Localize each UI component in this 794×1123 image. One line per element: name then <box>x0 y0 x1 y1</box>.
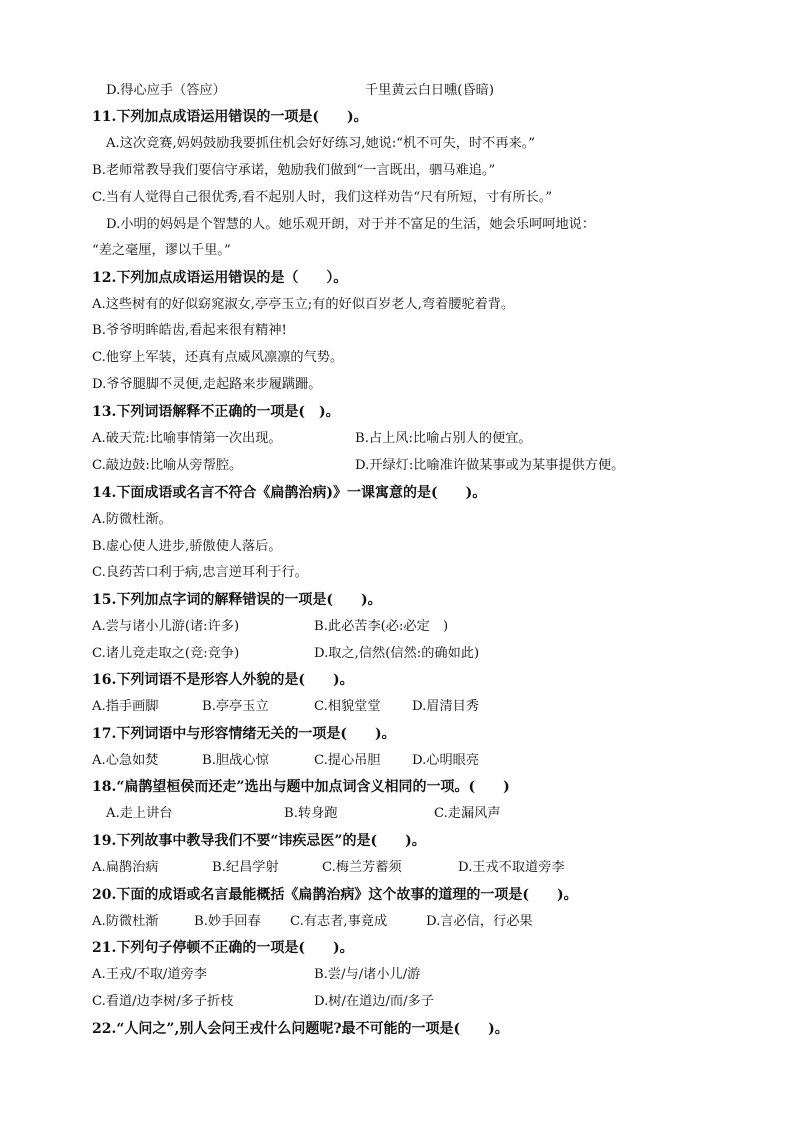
q21-stem: 21.下列句子停顿不正确的一项是( )。 <box>92 940 354 956</box>
q14-option-a: A.防微杜渐。 <box>92 512 172 527</box>
q15-option-a: A.尝与诸小儿游(诸:许多) <box>92 619 240 634</box>
q19-option-a: A.扁鹊治病 <box>92 860 159 875</box>
q19-option-b: B.纪昌学射 <box>212 860 279 875</box>
q21-option-b: B.尝/与/诸小儿/游 <box>314 967 421 982</box>
q14-stem: 14.下面成语或名言不符合《扁鹊治病)》一课寓意的是( )。 <box>92 485 487 501</box>
q11-option-a: A.这次竞赛,妈妈鼓励我要抓住机会好好练习,她说:“机不可失，时不再来。” <box>106 136 536 151</box>
q20-option-a: A.防微杜渐 <box>92 914 159 929</box>
q20-option-d: D.言必信，行必果 <box>426 914 533 929</box>
q11-option-c: C.当有人觉得自己很优秀,看不起别人时，我们这样劝告“尺有所短，寸有所长。” <box>92 190 553 205</box>
q22-stem: 22.“人问之”,别人会问王戎什么问题呢?最不可能的一项是( )。 <box>92 1021 509 1037</box>
q14-option-c: C.良药苦口利于病,忠言逆耳利于行。 <box>92 565 308 580</box>
q16-option-d: D.眉清目秀 <box>412 699 480 714</box>
q18-stem: 18.“扁鹊望桓侯而还走”选出与题中加点词含义相同的一项。( ) <box>92 779 510 795</box>
q11-option-d-cont: “差之毫厘，谬以千里。” <box>92 243 231 258</box>
q12-option-b: B.爷爷明眸皓齿,看起来很有精神! <box>92 323 287 338</box>
q12-stem: 12.下列加点成语运用错误的是（ ）。 <box>92 270 348 286</box>
q16-option-c: C.相貌堂堂 <box>314 699 381 714</box>
q13-option-c: C.敲边鼓:比喻从旁帮腔。 <box>92 458 243 473</box>
q19-option-d: D.王戎不取道旁李 <box>458 860 565 875</box>
q17-stem: 17.下列词语中与形容情绪无关的一项是( )。 <box>92 726 396 742</box>
q11-stem: 11.下列加点成语运用错误的一项是( )。 <box>92 109 368 125</box>
q11-option-b: B.老师常教导我们要信守承诺，勉励我们做到“一言既出，驷马难追。” <box>92 163 496 178</box>
q18-option-b: B.转身跑 <box>284 806 338 821</box>
q16-option-a: A.指手画脚 <box>92 699 159 714</box>
q10-option-d-right: 千里黄云白日曛(昏暗) <box>365 83 494 98</box>
q21-option-c: C.看道/边李树/多子折枝 <box>92 994 234 1009</box>
q12-option-c: C.他穿上军装，还真有点威风凛凛的气势。 <box>92 350 344 365</box>
q17-option-a: A.心急如焚 <box>92 753 159 768</box>
q12-option-a: A.这些树有的好似窈窕淑女,亭亭玉立;有的好似百岁老人,弯着腰驼着背。 <box>92 297 515 312</box>
q10-option-d: D.得心应手（答应） <box>106 83 226 98</box>
q17-option-c: C.提心吊胆 <box>314 753 381 768</box>
q15-option-c: C.诸儿竞走取之(竞:竞争) <box>92 646 240 661</box>
q15-stem: 15.下列加点字词的解释错误的一项是( )。 <box>92 592 382 608</box>
q20-option-c: C.有志者,事竟成 <box>290 914 388 929</box>
q16-stem: 16.下列词语不是形容人外貌的是( )。 <box>92 672 354 688</box>
q17-option-d: D.心明眼亮 <box>412 753 480 768</box>
q15-option-d: D.取之,信然(信然:的确如此) <box>314 646 480 661</box>
q13-option-a: A.破天荒:比喻事情第一次出现。 <box>92 431 282 446</box>
q20-stem: 20.下面的成语或名言最能概括《扁鹊治病》这个故事的道理的一项是( )。 <box>92 887 578 903</box>
q13-option-d: D.开绿灯:比喻准许做某事或为某事提供方便。 <box>355 458 625 473</box>
q13-option-b: B.占上风:比喻占别人的便宜。 <box>355 431 532 446</box>
q21-option-d: D.树/在道边/而/多子 <box>314 994 434 1009</box>
q20-option-b: B.妙手回春 <box>194 914 261 929</box>
q19-option-c: C.梅兰芳蓄须 <box>322 860 402 875</box>
q16-option-b: B.亭亭玉立 <box>202 699 269 714</box>
q13-stem: 13.下列词语解释不正确的一项是( )。 <box>92 404 340 420</box>
q15-option-b: B.此必苦李(必:必定 ) <box>314 619 449 634</box>
q17-option-b: B.胆战心惊 <box>202 753 269 768</box>
q14-option-b: B.虚心使人进步,骄傲使人落后。 <box>92 539 282 554</box>
q19-stem: 19.下列故事中教导我们不要“讳疾忌医”的是( )。 <box>92 833 426 849</box>
q12-option-d: D.爷爷腿脚不灵便,走起路来步履蹒跚。 <box>92 377 322 392</box>
q18-option-c: C.走漏风声 <box>434 806 501 821</box>
q11-option-d: D.小明的妈妈是个智慧的人。她乐观开朗，对于并不富足的生活，她会乐呵呵地说： <box>106 217 596 232</box>
q21-option-a: A.王戎/不取/道旁李 <box>92 967 207 982</box>
q18-option-a: A.走上讲台 <box>106 806 173 821</box>
